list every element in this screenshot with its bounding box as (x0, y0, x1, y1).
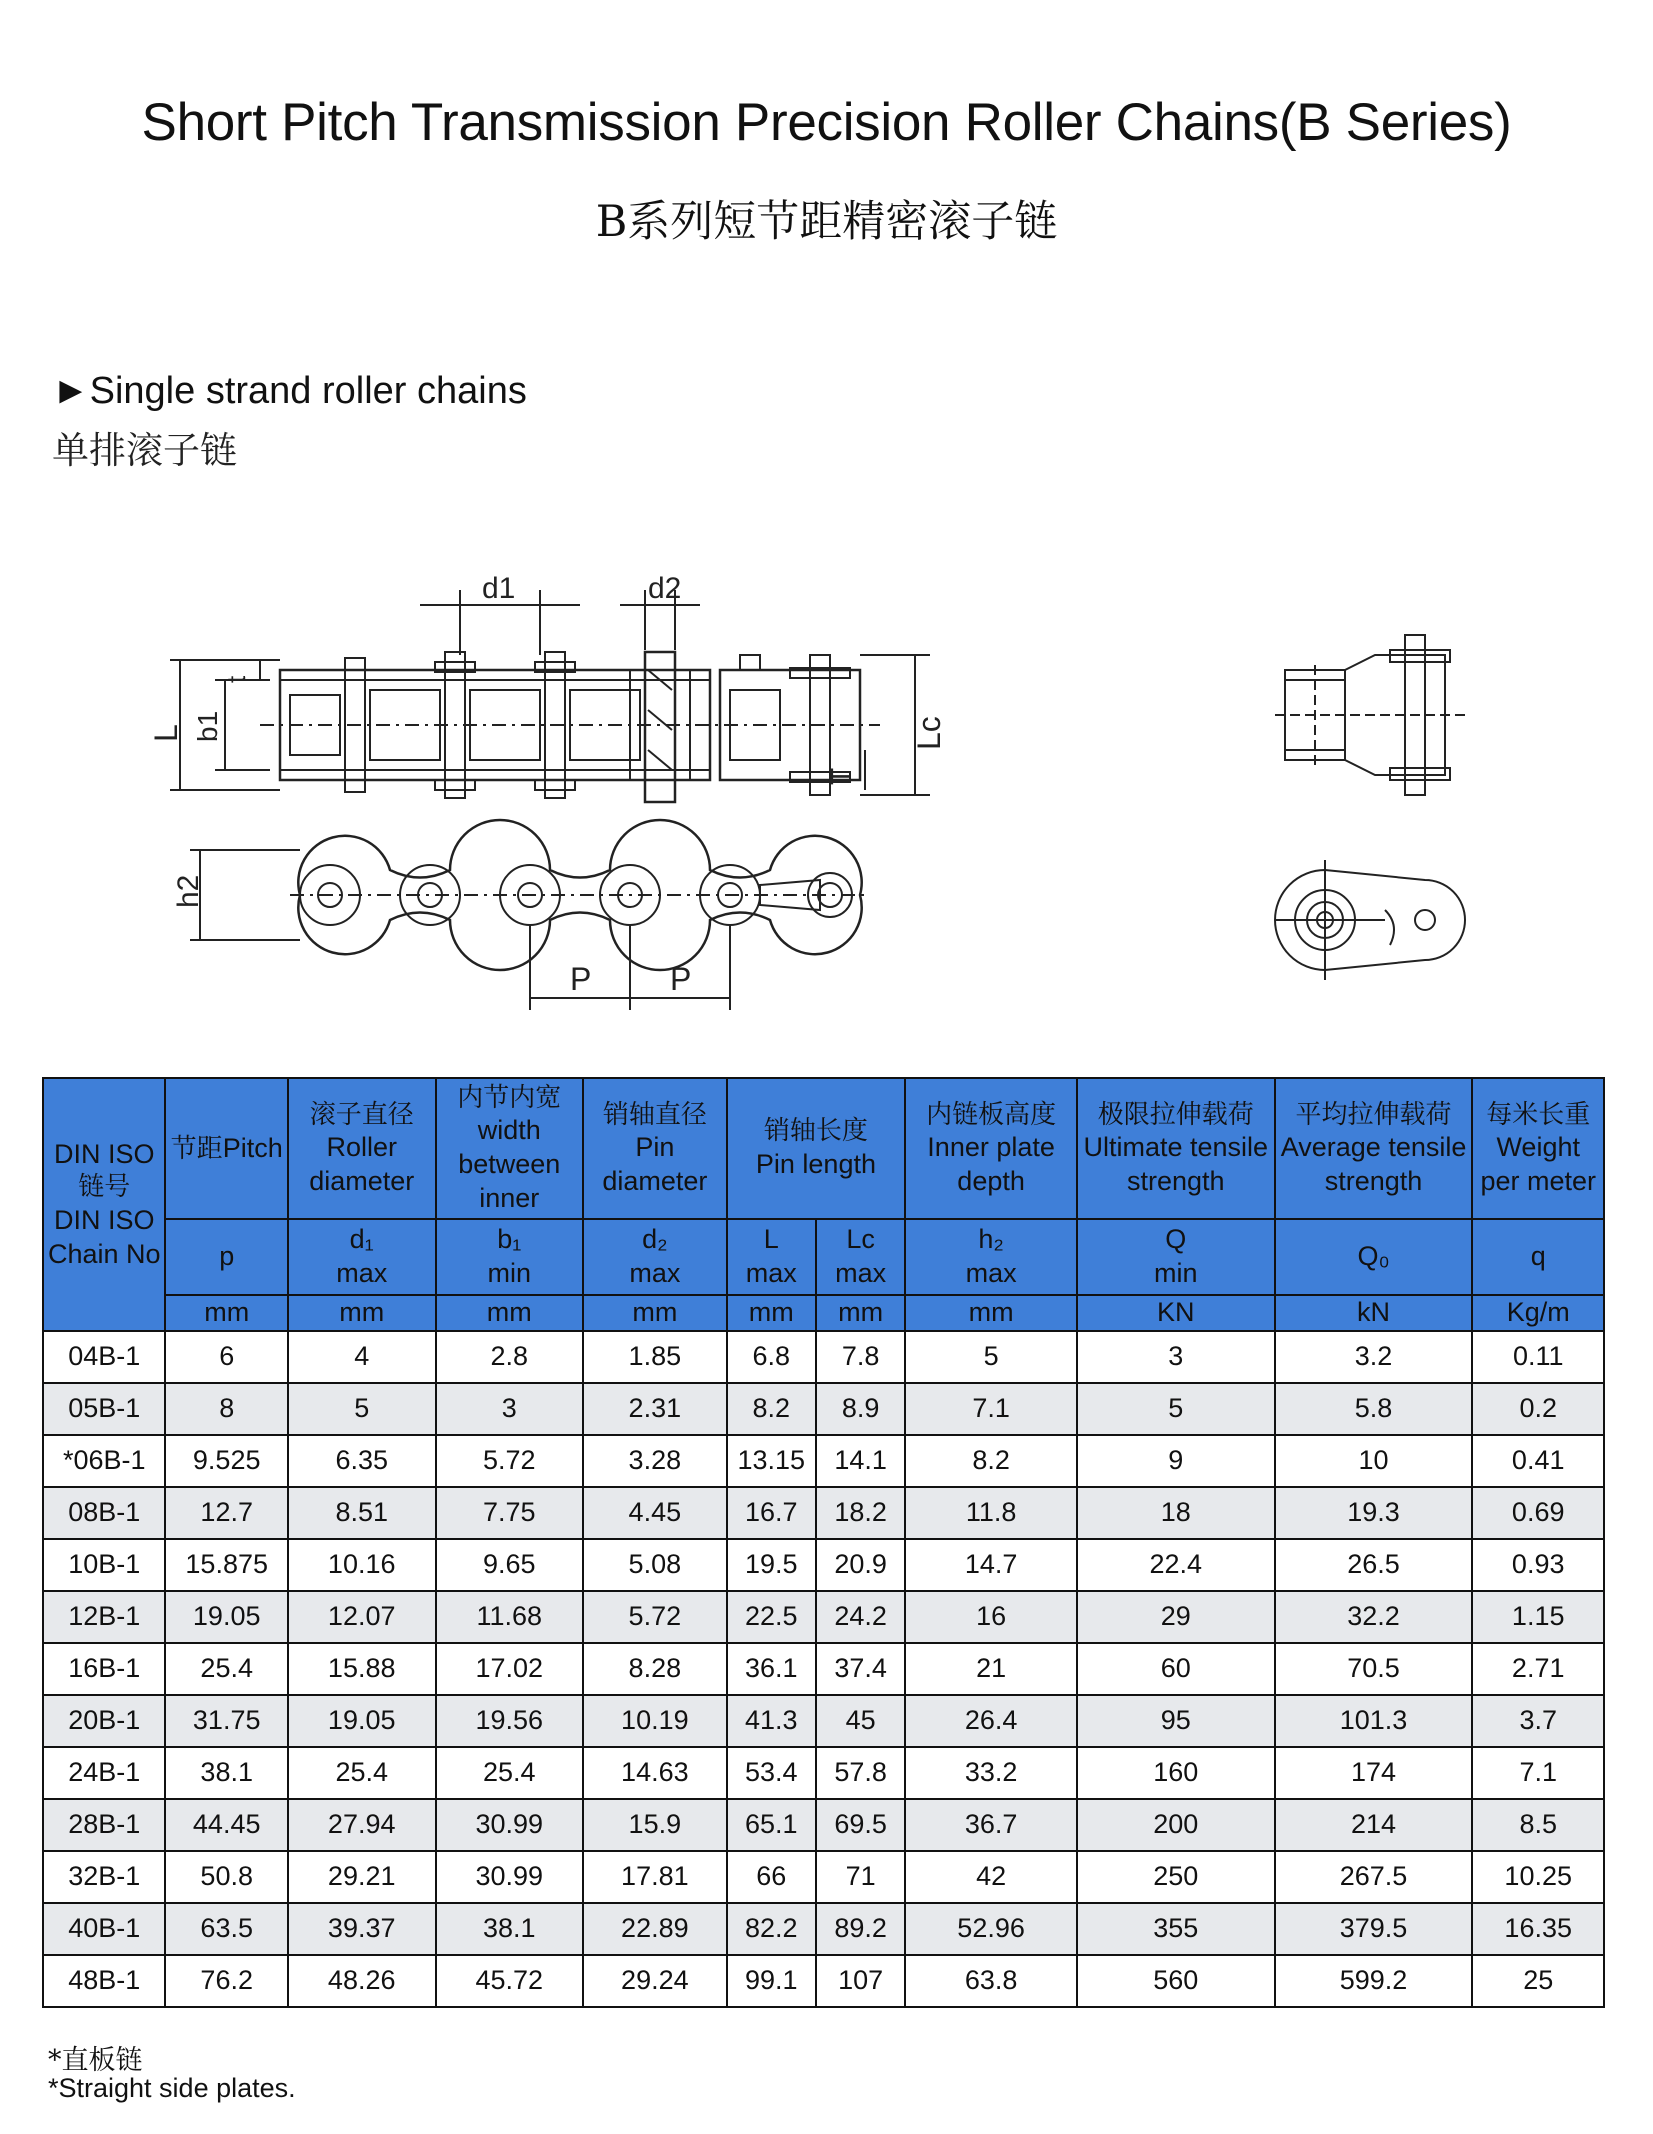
table-cell: 174 (1275, 1747, 1473, 1799)
table-cell: 25 (1472, 1955, 1604, 2007)
table-cell: 21 (905, 1643, 1077, 1695)
table-cell: 57.8 (816, 1747, 905, 1799)
table-cell: 24.2 (816, 1591, 905, 1643)
table-cell: 9.65 (436, 1539, 584, 1591)
table-cell: 15.88 (288, 1643, 436, 1695)
table-cell: 250 (1077, 1851, 1275, 1903)
table-row (43, 1487, 1604, 1539)
unit-Q0: kN (1275, 1295, 1473, 1331)
chain-number-cell: 04B-1 (43, 1331, 165, 1383)
table-unit-row (43, 1295, 1604, 1331)
section-title-en: Single strand roller chains (89, 370, 527, 412)
header-pitch: 节距Pitch (165, 1078, 287, 1219)
table-cell: 52.96 (905, 1903, 1077, 1955)
table-cell: 29.24 (583, 1955, 727, 2007)
header-weight-per-meter: 每米长重 Weight per meter (1472, 1078, 1604, 1219)
table-cell: 19.3 (1275, 1487, 1473, 1539)
chain-number-cell: 10B-1 (43, 1539, 165, 1591)
table-cell: 0.11 (1472, 1331, 1604, 1383)
table-cell: 22.4 (1077, 1539, 1275, 1591)
table-cell: 7.1 (1472, 1747, 1604, 1799)
table-cell: 10.25 (1472, 1851, 1604, 1903)
table-cell: 89.2 (816, 1903, 905, 1955)
table-cell: 1.85 (583, 1331, 727, 1383)
table-cell: 16 (905, 1591, 1077, 1643)
table-cell: 3.28 (583, 1435, 727, 1487)
label-t: t (221, 675, 251, 683)
table-cell: 50.8 (165, 1851, 287, 1903)
header-pin-diameter: 销轴直径 Pin diameter (583, 1078, 727, 1219)
label-d1: d1 (482, 572, 516, 605)
table-cell: 599.2 (1275, 1955, 1473, 2007)
table-cell: 29 (1077, 1591, 1275, 1643)
table-header-row-1 (43, 1078, 1604, 1219)
table-cell: 160 (1077, 1747, 1275, 1799)
table-cell: 4 (288, 1331, 436, 1383)
table-cell: 17.02 (436, 1643, 584, 1695)
table-cell: 33.2 (905, 1747, 1077, 1799)
table-cell: 9 (1077, 1435, 1275, 1487)
label-p-first: P (570, 961, 592, 997)
table-cell: 18.2 (816, 1487, 905, 1539)
symbol-d1: d₁ max (288, 1219, 436, 1295)
symbol-d2: d₂ max (583, 1219, 727, 1295)
symbol-q: q (1472, 1219, 1604, 1295)
chain-drawing (0, 560, 1653, 1040)
unit-d2: mm (583, 1295, 727, 1331)
header-inner-plate-depth: 内链板高度 Inner plate depth (905, 1078, 1077, 1219)
table-cell: 0.69 (1472, 1487, 1604, 1539)
table-cell: 5.72 (583, 1591, 727, 1643)
table-cell: 3 (1077, 1331, 1275, 1383)
table-cell: 19.56 (436, 1695, 584, 1747)
table-cell: 2.8 (436, 1331, 584, 1383)
table-cell: 7.1 (905, 1383, 1077, 1435)
table-cell: 16.35 (1472, 1903, 1604, 1955)
table-header-row-2 (43, 1219, 1604, 1295)
top-view-labels (148, 572, 1120, 840)
table-cell: 17.81 (583, 1851, 727, 1903)
table-cell: 101.3 (1275, 1695, 1473, 1747)
table-cell: 6.35 (288, 1435, 436, 1487)
table-cell: 5 (905, 1331, 1077, 1383)
table-cell: 5.8 (1275, 1383, 1473, 1435)
unit-q: Kg/m (1472, 1295, 1604, 1331)
table-cell: 63.8 (905, 1955, 1077, 2007)
page-subtitle: B系列短节距精密滚子链 (595, 197, 1058, 247)
label-d2: d2 (648, 572, 682, 605)
table-cell: 25.4 (436, 1747, 584, 1799)
table-cell: 6.8 (727, 1331, 816, 1383)
label-T: T (825, 767, 856, 785)
chain-number-cell: 20B-1 (43, 1695, 165, 1747)
table-cell: 82.2 (727, 1903, 816, 1955)
table-cell: 0.93 (1472, 1539, 1604, 1591)
footnote-zh: *直板链 (48, 2045, 143, 2076)
header-width-between-inner: 内节内宽 width between inner (436, 1078, 584, 1219)
table-cell: 2.31 (583, 1383, 727, 1435)
table-cell: 41.3 (727, 1695, 816, 1747)
table-cell: 379.5 (1275, 1903, 1473, 1955)
connecting-link-end-view-diagram (1265, 610, 1485, 810)
table-cell: 31.75 (165, 1695, 287, 1747)
table-cell: 5.08 (583, 1539, 727, 1591)
table-cell: 36.7 (905, 1799, 1077, 1851)
table-cell: 8.2 (905, 1435, 1077, 1487)
table-cell: 38.1 (165, 1747, 287, 1799)
table-cell: 14.63 (583, 1747, 727, 1799)
table-cell: 13.15 (727, 1435, 816, 1487)
table-row (43, 1331, 1604, 1383)
table-cell: 10 (1275, 1435, 1473, 1487)
chain-number-cell: 28B-1 (43, 1799, 165, 1851)
table-cell: 14.1 (816, 1435, 905, 1487)
unit-b1: mm (436, 1295, 584, 1331)
table-cell: 5 (288, 1383, 436, 1435)
table-cell: 60 (1077, 1643, 1275, 1695)
table-cell: 16.7 (727, 1487, 816, 1539)
table-cell: 10.19 (583, 1695, 727, 1747)
table-cell: 27.94 (288, 1799, 436, 1851)
table-cell: 8.2 (727, 1383, 816, 1435)
unit-L: mm (727, 1295, 816, 1331)
unit-Q: KN (1077, 1295, 1275, 1331)
table-cell: 26.4 (905, 1695, 1077, 1747)
table-row (43, 1643, 1604, 1695)
table-cell: 38.1 (436, 1903, 584, 1955)
table-cell: 22.5 (727, 1591, 816, 1643)
chain-number-cell: 48B-1 (43, 1955, 165, 2007)
table-cell: 19.5 (727, 1539, 816, 1591)
table-cell: 29.21 (288, 1851, 436, 1903)
symbol-Q: Q min (1077, 1219, 1275, 1295)
table-cell: 560 (1077, 1955, 1275, 2007)
table-cell: 12.7 (165, 1487, 287, 1539)
table-cell: 8 (165, 1383, 287, 1435)
table-cell: 30.99 (436, 1851, 584, 1903)
header-ultimate-tensile-strength: 极限拉伸载荷 Ultimate tensile strength (1077, 1078, 1275, 1219)
header-pin-length: 销轴长度 Pin length (727, 1078, 906, 1219)
table-cell: 267.5 (1275, 1851, 1473, 1903)
table-row (43, 1955, 1604, 2007)
table-body (43, 1331, 1604, 2007)
table-cell: 10.16 (288, 1539, 436, 1591)
table-cell: 42 (905, 1851, 1077, 1903)
table-cell: 3 (436, 1383, 584, 1435)
table-row (43, 1747, 1604, 1799)
table-cell: 45.72 (436, 1955, 584, 2007)
table-cell: 355 (1077, 1903, 1275, 1955)
table-cell: 95 (1077, 1695, 1275, 1747)
unit-Lc: mm (816, 1295, 905, 1331)
table-cell: 19.05 (165, 1591, 287, 1643)
table-row (43, 1539, 1604, 1591)
table-cell: 11.68 (436, 1591, 584, 1643)
table-cell: 63.5 (165, 1903, 287, 1955)
chain-number-cell: *06B-1 (43, 1435, 165, 1487)
table-cell: 8.9 (816, 1383, 905, 1435)
section-title-zh: 单排滚子链 (52, 429, 237, 472)
table-row (43, 1799, 1604, 1851)
table-cell: 48.26 (288, 1955, 436, 2007)
header-roller-diameter: 滚子直径 Roller diameter (288, 1078, 436, 1219)
side-view-labels (170, 830, 990, 1030)
symbol-b1: b₁ min (436, 1219, 584, 1295)
specification-table (42, 1077, 1605, 2008)
header-average-tensile-strength: 平均拉伸载荷 Average tensile strength (1275, 1078, 1473, 1219)
unit-p: mm (165, 1295, 287, 1331)
symbol-h2: h₂ max (905, 1219, 1077, 1295)
table-cell: 66 (727, 1851, 816, 1903)
chain-number-cell: 16B-1 (43, 1643, 165, 1695)
chain-number-cell: 32B-1 (43, 1851, 165, 1903)
chain-number-cell: 05B-1 (43, 1383, 165, 1435)
label-L: L (148, 724, 184, 742)
table-cell: 36.1 (727, 1643, 816, 1695)
triangle-arrow-icon: ► (52, 370, 90, 412)
symbol-L: L max (727, 1219, 816, 1295)
table-cell: 65.1 (727, 1799, 816, 1851)
table-cell: 2.71 (1472, 1643, 1604, 1695)
unit-d1: mm (288, 1295, 436, 1331)
table-cell: 3.7 (1472, 1695, 1604, 1747)
table-cell: 8.51 (288, 1487, 436, 1539)
table-cell: 7.8 (816, 1331, 905, 1383)
chain-number-cell: 40B-1 (43, 1903, 165, 1955)
table-cell: 214 (1275, 1799, 1473, 1851)
symbol-p: p (165, 1219, 287, 1295)
table-cell: 7.75 (436, 1487, 584, 1539)
table-cell: 12.07 (288, 1591, 436, 1643)
table-cell: 4.45 (583, 1487, 727, 1539)
table-cell: 37.4 (816, 1643, 905, 1695)
table-cell: 30.99 (436, 1799, 584, 1851)
table-cell: 69.5 (816, 1799, 905, 1851)
table-row (43, 1903, 1604, 1955)
table-cell: 8.5 (1472, 1799, 1604, 1851)
table-cell: 5 (1077, 1383, 1275, 1435)
table-cell: 53.4 (727, 1747, 816, 1799)
table-cell: 39.37 (288, 1903, 436, 1955)
table-cell: 32.2 (1275, 1591, 1473, 1643)
table-cell: 0.2 (1472, 1383, 1604, 1435)
table-cell: 76.2 (165, 1955, 287, 2007)
table-cell: 45 (816, 1695, 905, 1747)
table-cell: 11.8 (905, 1487, 1077, 1539)
connecting-link-side-view-diagram (1265, 850, 1485, 990)
table-cell: 18 (1077, 1487, 1275, 1539)
table-cell: 6 (165, 1331, 287, 1383)
table-row (43, 1695, 1604, 1747)
table-row (43, 1383, 1604, 1435)
table-cell: 99.1 (727, 1955, 816, 2007)
table-cell: 25.4 (165, 1643, 287, 1695)
table-cell: 8.28 (583, 1643, 727, 1695)
table-cell: 15.9 (583, 1799, 727, 1851)
label-Lc: Lc (911, 716, 947, 750)
table-cell: 200 (1077, 1799, 1275, 1851)
table-cell: 20.9 (816, 1539, 905, 1591)
table-cell: 71 (816, 1851, 905, 1903)
label-p-second: P (670, 961, 692, 997)
table-cell: 44.45 (165, 1799, 287, 1851)
header-chain-no: DIN ISO 链号 DIN ISO Chain No (43, 1078, 165, 1331)
table-row (43, 1591, 1604, 1643)
table-cell: 14.7 (905, 1539, 1077, 1591)
chain-number-cell: 08B-1 (43, 1487, 165, 1539)
table-cell: 25.4 (288, 1747, 436, 1799)
section-heading (52, 370, 527, 413)
symbol-Lc: Lc max (816, 1219, 905, 1295)
table-cell: 107 (816, 1955, 905, 2007)
unit-h2: mm (905, 1295, 1077, 1331)
page-title: Short Pitch Transmission Precision Roller Chains(B Series) (141, 93, 1512, 152)
footnote-en: *Straight side plates. (48, 2073, 296, 2103)
chain-number-cell: 24B-1 (43, 1747, 165, 1799)
table-row (43, 1435, 1604, 1487)
table-cell: 9.525 (165, 1435, 287, 1487)
table-cell: 26.5 (1275, 1539, 1473, 1591)
label-b1: b1 (192, 710, 223, 742)
table-cell: 3.2 (1275, 1331, 1473, 1383)
table-cell: 1.15 (1472, 1591, 1604, 1643)
table-cell: 22.89 (583, 1903, 727, 1955)
table-cell: 5.72 (436, 1435, 584, 1487)
chain-number-cell: 12B-1 (43, 1591, 165, 1643)
table-cell: 0.41 (1472, 1435, 1604, 1487)
table-cell: 15.875 (165, 1539, 287, 1591)
symbol-Q0: Q₀ (1275, 1219, 1473, 1295)
table-cell: 70.5 (1275, 1643, 1473, 1695)
label-h2: h2 (172, 874, 205, 908)
table-row (43, 1851, 1604, 1903)
table-cell: 19.05 (288, 1695, 436, 1747)
